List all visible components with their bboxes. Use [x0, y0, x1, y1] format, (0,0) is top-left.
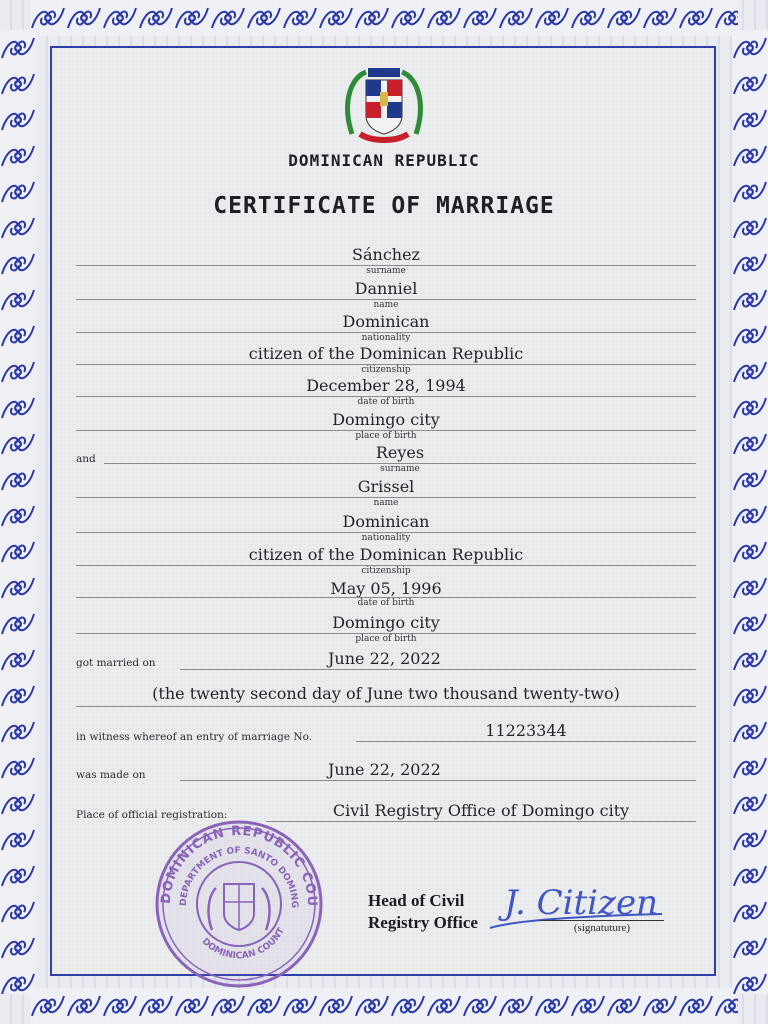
groom-name: Danniel: [354, 279, 418, 298]
caption-citizenship: citizenship: [361, 566, 411, 576]
bride-citizenship: citizen of the Dominican Republic: [248, 545, 524, 564]
married-date: June 22, 2022: [328, 649, 441, 668]
caption-name: name: [373, 498, 399, 508]
svg-text:DOMINICAN COUNTRY: DOMINICAN COUNT: [199, 926, 287, 962]
and-label: and: [76, 453, 96, 465]
caption-surname: surname: [380, 464, 420, 474]
bride-citizenship-row: [76, 545, 696, 579]
entry-number-label: in witness whereof an entry of marriage No.: [76, 731, 313, 743]
groom-citizenship-row: [76, 344, 696, 378]
divider-line: [180, 669, 696, 670]
caption-place-of-birth: place of birth: [355, 431, 417, 441]
ornament-border-left: [0, 30, 36, 994]
bride-dob-row: [76, 579, 696, 613]
divider-line: [356, 741, 696, 742]
bride-place-of-birth: Domingo city: [332, 613, 440, 632]
bride-name: Grissel: [357, 477, 415, 496]
bride-nationality: Dominican: [342, 512, 430, 531]
bride-surname: Reyes: [375, 443, 425, 462]
groom-surname: Sánchez: [352, 245, 420, 264]
registry-head-line2: Registry Office: [368, 913, 478, 932]
caption-name: name: [373, 300, 399, 310]
married-date-words: (the twenty second day of June two thousand twenty-two): [152, 684, 620, 703]
groom-nationality-row: [76, 312, 696, 346]
bride-surname-row: [104, 443, 696, 477]
groom-surname-row: [76, 245, 696, 279]
svg-text:DEPARTMENT OF SANTO DOMINGO CI: DEPARTMENT OF SANTO DOMING: [178, 845, 300, 909]
groom-pob-row: [76, 410, 696, 444]
coat-of-arms-icon: [342, 64, 426, 144]
bride-date-of-birth: May 05, 1996: [330, 579, 442, 598]
country-heading: DOMINICAN REPUBLIC: [288, 151, 480, 170]
caption-place-of-birth: place of birth: [355, 634, 417, 644]
groom-date-of-birth: December 28, 1994: [306, 376, 466, 395]
caption-surname: surname: [366, 266, 406, 276]
registry-head-title: [368, 890, 478, 934]
svg-text:J. Citizen: J. Citizen: [504, 883, 658, 923]
registration-place-label: Place of official registration:: [76, 809, 228, 821]
divider-line: [266, 821, 696, 822]
caption-date-of-birth: date of birth: [357, 598, 415, 608]
divider-line: [180, 780, 696, 781]
registration-place: Civil Registry Office of Domingo city: [332, 801, 630, 820]
made-date-row: [180, 760, 696, 784]
groom-name-row: [76, 279, 696, 313]
entry-number: 11223344: [485, 721, 567, 740]
caption-citizenship: citizenship: [361, 365, 411, 375]
caption-nationality: nationality: [361, 333, 411, 343]
signature-line: [540, 920, 664, 921]
bride-nationality-row: [76, 512, 696, 546]
made-date: June 22, 2022: [328, 760, 441, 779]
married-date-row: [180, 649, 696, 673]
registration-place-row: [266, 801, 696, 825]
ornament-border-bottom: [30, 988, 738, 1024]
bride-pob-row: [76, 613, 696, 647]
married-on-label: got married on: [76, 657, 156, 669]
groom-nationality: Dominican: [342, 312, 430, 331]
ornament-border-right: [732, 30, 768, 994]
registry-head-line1: Head of Civil: [368, 891, 465, 910]
caption-nationality: nationality: [361, 533, 411, 543]
official-seal-icon: [150, 818, 328, 988]
caption-date-of-birth: date of birth: [357, 397, 415, 407]
groom-place-of-birth: Domingo city: [332, 410, 440, 429]
svg-text:DOMINICAN REPUBLIC COUNCIL: DOMINICAN REPUBLIC COU: [158, 823, 320, 908]
signature-caption: (signatuture): [573, 922, 631, 934]
ornament-border-top: [30, 0, 738, 36]
certificate-title: CERTIFICATE OF MARRIAGE: [213, 193, 555, 219]
groom-citizenship: citizen of the Dominican Republic: [248, 344, 524, 363]
made-on-label: was made on: [76, 769, 146, 781]
married-date-words-row: [76, 684, 696, 710]
groom-dob-row: [76, 376, 696, 410]
bride-name-row: [76, 477, 696, 511]
divider-line: [76, 706, 696, 707]
entry-number-row: [356, 721, 696, 745]
